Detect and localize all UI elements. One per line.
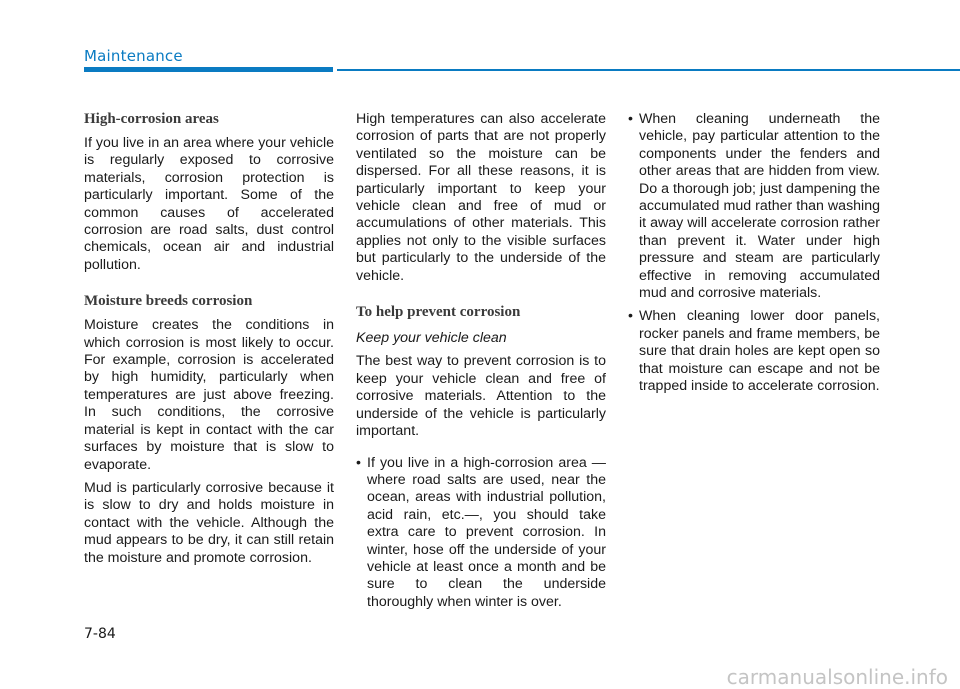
list-item: • If you live in a high-corrosion area — where road salts are used, near the ocean, areas with industrial pollution, acid rain, etc.—, you should take extra care to prevent corrosion. In winter, hose off the underside of your vehicle at least once a month and be sure to clean the underside thoroughly when winter is over.	[356, 455, 606, 612]
bullet-list-right	[628, 111, 880, 396]
column-right	[628, 111, 880, 402]
section-title: Maintenance	[84, 47, 183, 65]
paragraph-high-temperatures: High temperatures can also accelerate corrosion of parts that are not properly ventilated so the moisture can be dispersed. For all these reasons, it is particularly important to keep your vehicle clean and free of mud or accumulations of other materials. This applies not only to the visible surfaces but particularly to the underside of the vehicle.	[356, 111, 606, 284]
page-number: 7-84	[84, 626, 116, 642]
heading-high-corrosion-areas: High-corrosion areas	[84, 111, 219, 127]
watermark: carmanualsonline.info	[726, 665, 948, 689]
column-middle	[356, 111, 606, 617]
bullet-list-middle	[356, 455, 606, 612]
heading-moisture-breeds-corrosion: Moisture breeds corrosion	[84, 293, 253, 310]
list-item: • When cleaning lower door panels, rocker panels and frame members, be sure that drain holes are kept open so that moisture can escape and not be trapped inside to accelerate corrosion.	[628, 308, 880, 395]
paragraph-moisture: Moisture creates the conditions in which corrosion is most likely to occur. For example, corrosion is accelerated by high humidity, particularly when temperatures are just above freezing. In such conditions, the corrosive material is kept in contact with the car surfaces by moisture that is slow to evaporate.	[84, 317, 334, 473]
paragraph-best-way: The best way to prevent corrosion is to keep your vehicle clean and free of corrosive materials. Attention to the underside of the vehicle is particularly important.	[356, 353, 606, 440]
column-left	[84, 110, 334, 573]
paragraph-high-corrosion: If you live in an area where your vehicle is regularly exposed to corrosive materials, corrosion protection is particularly important. Some of the common causes of accelerated corrosion are road salts, dust control chemicals, ocean air and industrial pollution.	[84, 135, 334, 273]
header-rule-thin	[337, 69, 960, 71]
heading-help-prevent-corrosion: To help prevent corrosion	[356, 304, 521, 321]
list-item: • When cleaning underneath the vehicle, pay particular attention to the components under the fenders and other areas that are hidden from view. Do a thorough job; just dampening the accumulated mud rather than washing it away will accelerate corrosion rather than prevent it. Water under high pressure and steam are particularly effective in removing accumulated mud and corrosive materials.	[628, 111, 880, 302]
paragraph-mud: Mud is particularly corrosive because it is slow to dry and holds moisture in contact with the vehicle. Although the mud appears to be dry, it can still retain the moisture and promote corrosion.	[84, 479, 334, 566]
header-rule-thick	[84, 67, 333, 72]
subheading-keep-vehicle-clean: Keep your vehicle clean	[356, 330, 507, 347]
